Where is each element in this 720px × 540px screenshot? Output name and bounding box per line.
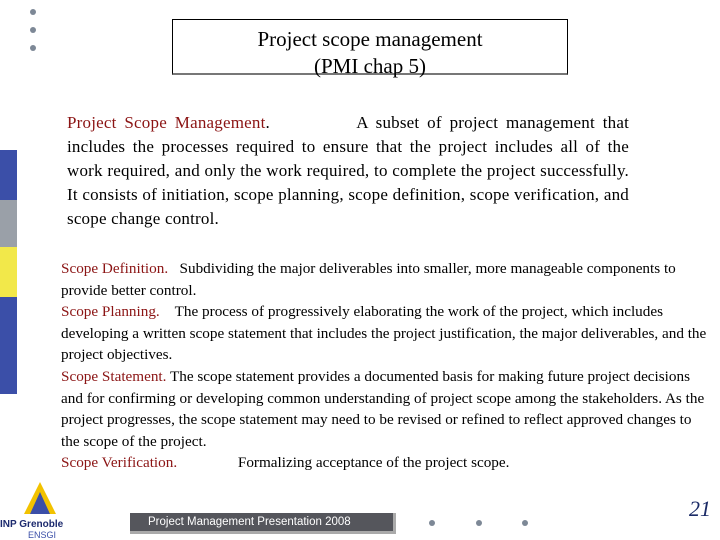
intro-paragraph <box>67 111 629 231</box>
definition-term: Scope Planning. <box>61 303 160 321</box>
definition-term: Scope Definition. <box>61 260 169 277</box>
definition-item <box>61 452 713 474</box>
definition-item <box>61 301 713 366</box>
intro-term: Project Scope Management <box>67 113 266 132</box>
intro-term-punct: . <box>265 113 270 132</box>
definition-text: The scope statement provides a documented basis for making future project decisions and for confirming or developing common understanding of project scope among the stakeholders. As the project progresses, the scope statement may need to be revised or refined to reflect approved changes to the scope of the project. <box>61 367 705 450</box>
accent-bar-blue-top <box>0 150 17 200</box>
logo-top-text: INP Grenoble <box>0 519 64 530</box>
dot-icon <box>522 520 528 526</box>
logo-bottom-text: ENSGI <box>27 530 57 540</box>
definition-text: Subdividing the major deliverables into smaller, more manageable components to provide better control. <box>61 260 676 299</box>
definition-text: Formalizing acceptance of the project scope. <box>237 454 510 472</box>
inp-grenoble-logo <box>0 478 82 540</box>
footer-label: Project Management Presentation 2008 <box>130 513 396 534</box>
accent-bar-gray <box>0 200 17 247</box>
dot-icon <box>429 520 435 526</box>
accent-bar-yellow <box>0 247 17 297</box>
intro-text: A subset of project management that includes the processes required to ensure that the project includes all of the work required, and only the work required, to complete the project successfully. It consists of initiation, scope planning, scope definition, scope verification, and scope change control. <box>67 113 629 228</box>
definition-term: Scope Statement. <box>61 367 167 385</box>
dot-icon <box>30 45 36 51</box>
dot-icon <box>30 27 36 33</box>
title-line-2: (PMI chap 5) <box>314 54 426 78</box>
slide-title <box>172 19 568 78</box>
title-line-1: Project scope management <box>257 27 483 51</box>
definition-term: Scope Verification. <box>61 454 178 472</box>
definition-item <box>61 258 713 301</box>
definition-item <box>61 366 713 452</box>
page-number: 21 <box>689 496 711 521</box>
definition-text: The process of progressively elaborating the work of the project, which includes developing a written scope statement that includes the project justification, the major deliverables, and the project objectives. <box>61 303 707 364</box>
dot-icon <box>476 520 482 526</box>
dot-icon <box>30 9 36 15</box>
definitions-list <box>61 258 713 474</box>
accent-bar-blue-bottom <box>0 297 17 394</box>
